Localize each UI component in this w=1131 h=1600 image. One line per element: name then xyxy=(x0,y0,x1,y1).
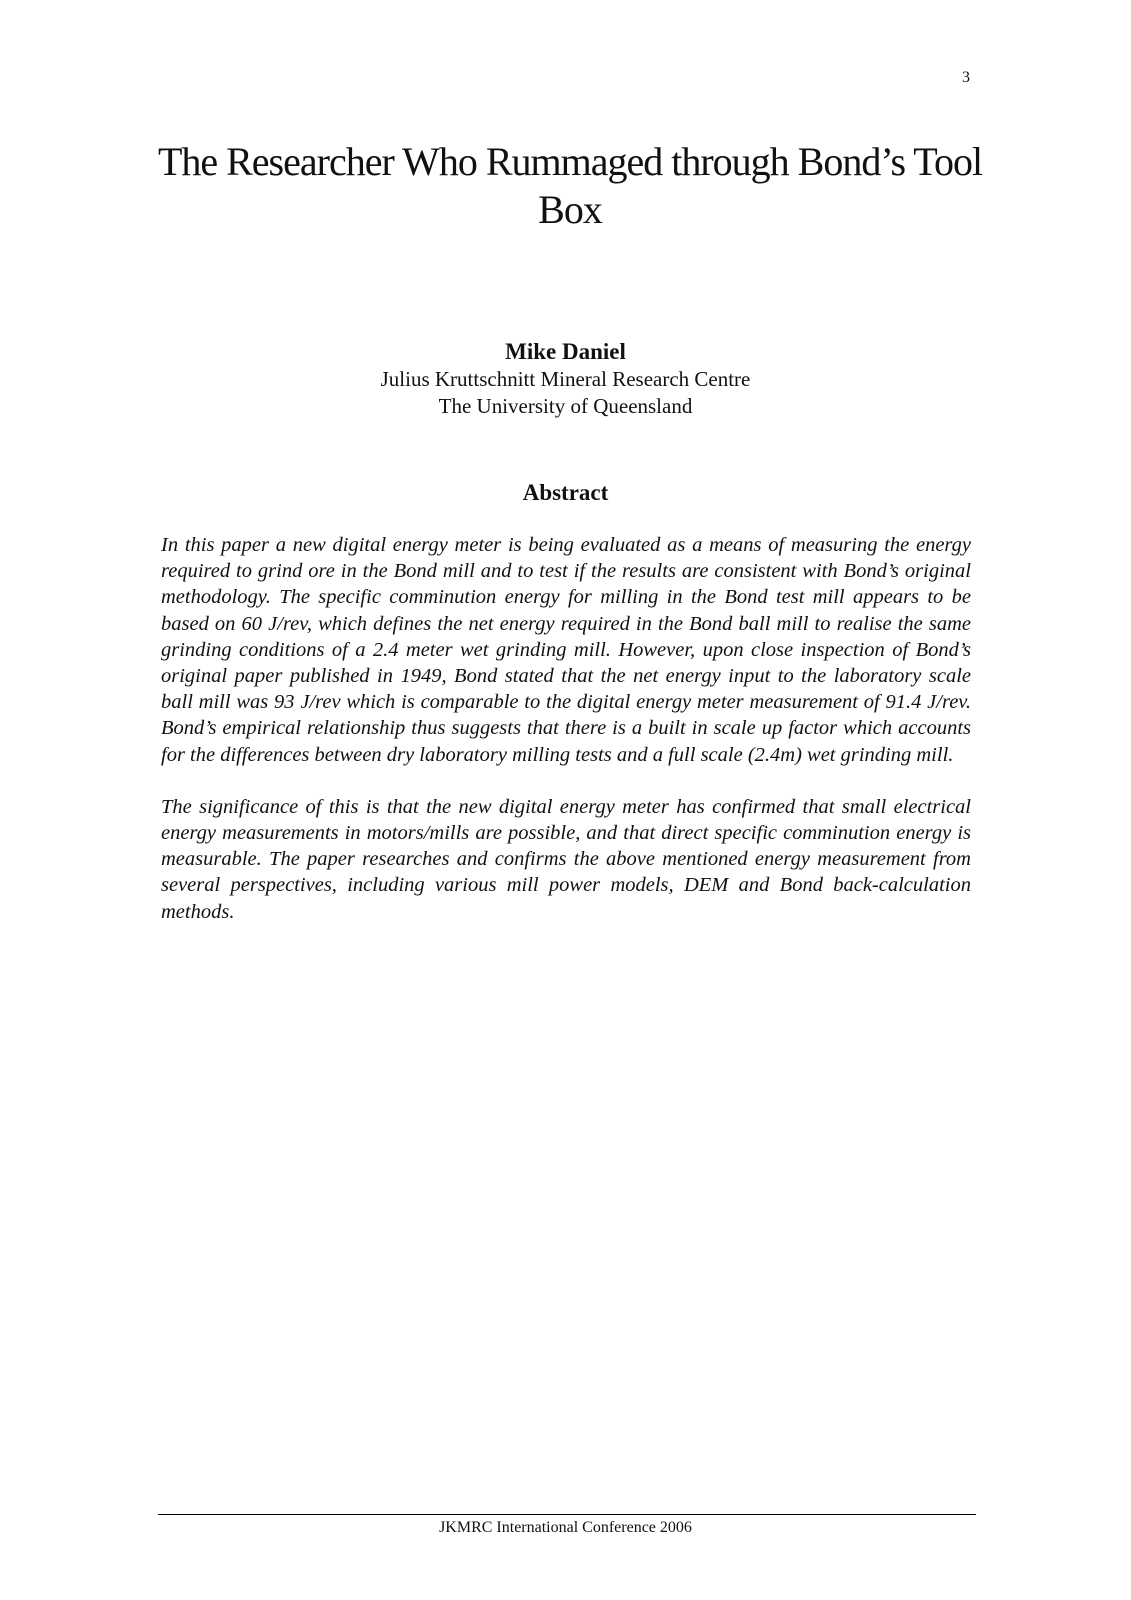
affiliation-institute: Julius Kruttschnitt Mineral Research Centre xyxy=(380,367,751,391)
abstract-body xyxy=(161,532,971,951)
abstract-heading: Abstract xyxy=(522,480,609,505)
author-block xyxy=(0,338,1131,420)
footer-text: JKMRC International Conference 2006 xyxy=(439,1519,692,1536)
page-number: 3 xyxy=(962,69,970,86)
affiliation-university: The University of Queensland xyxy=(438,394,693,418)
abstract-paragraph-1: In this paper a new digital energy meter is being evaluated as a means of measuring the energy required to grind ore in the Bond mill and to test if the results are consistent with Bond’s original methodology. The specific comminution energy for milling in the Bond test mill appears to be based on 60 J/rev, which defines the net energy required in the Bond ball mill to realise the same grinding conditions of a 2.4 meter wet grinding mill. However, upon close inspection of Bond’s original paper published in 1949, Bond stated that the net energy input to the laboratory scale ball mill was 93 J/rev which is comparable to the digital energy meter measurement of 91.4 J/rev. Bond’s empirical relationship thus suggests that there is a built in scale up factor which accounts for the differences between dry laboratory milling tests and a full scale (2.4m) wet grinding mill. xyxy=(161,534,971,766)
abstract-paragraph-2: The significance of this is that the new digital energy meter has confirmed that small electrical energy measurements in motors/mills are possible, and that direct specific comminution energy is measurable. The paper researches and confirms the above mentioned energy measurement from several perspectives, including various mill power models, DEM and Bond back-calculation methods. xyxy=(161,795,971,923)
author-name: Mike Daniel xyxy=(505,339,626,364)
footer-divider xyxy=(158,1514,976,1515)
paper-title: The Researcher Who Rummaged through Bond’s Tool Box xyxy=(157,139,983,232)
